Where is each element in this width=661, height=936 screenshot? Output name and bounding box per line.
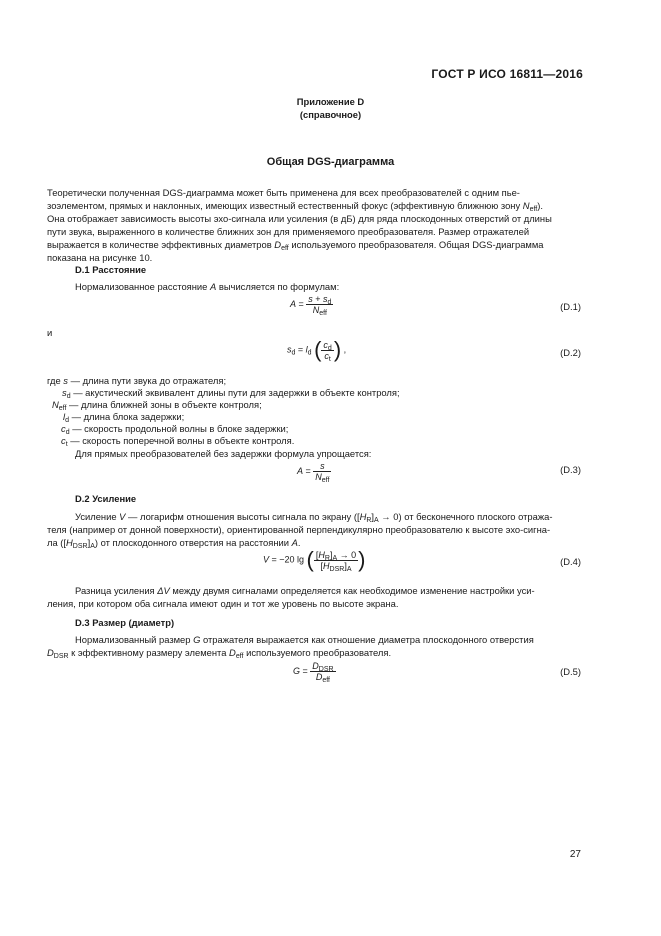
equation-number: (D.4) — [560, 556, 581, 567]
appendix-title: Приложение D — [296, 96, 365, 107]
section-heading-d1: D.1 Расстояние — [75, 264, 147, 275]
section-heading-d3: D.3 Размер (диаметр) — [75, 617, 175, 628]
main-title: Общая DGS-диаграмма — [266, 156, 395, 168]
equation-number: (D.3) — [560, 464, 581, 475]
intro-line: показана на рисунке 10. — [47, 252, 153, 264]
intro-line: выражается в количестве эффективных диаметров $D_{eff}$ используемого преобразователя. Общая DGS-диаграмма — [47, 239, 544, 253]
d2-paragraph: Усиление V — логарифм отношения высоты сигнала по экрану $([H_R]_A \to 0)$ от бесконечного плоского отража- теля (например от донной поверхности), ориентированной перпендикулярно преобразователю к высоте эхо-сигна- ла $([H_{DSR}]_A)$ от плоскодонного отверстия на расстоянии A. — [47, 511, 553, 551]
equation-d4: V = −20 lg ( $\frac{[H_R]_A \to 0}{[H_{DSR}]_A}$ ) — [263, 547, 366, 573]
intro-line: Теоретически полученная DGS-диаграмма может быть применена для всех преобразователей с одним пье- — [47, 187, 520, 198]
straight-probe-note: Для прямых преобразователей без задержки формула упрощается: — [75, 448, 372, 459]
intro-line: пути звука, выраженного в количестве ближних зон для применяемого преобразователя. Размер отражателей — [47, 226, 530, 238]
appendix-subtitle: (справочное) — [299, 109, 362, 120]
intro-line: зоэлементом, прямых и наклонных, имеющих известный естественный фокус (эффективную ближнюю зону $N_{eff}$). — [47, 200, 543, 214]
equation-d1: A = $\frac{s + s_d}{N_{eff}}$ — [290, 294, 332, 317]
equation-d5: G = $\frac{D_{DSR}}{D_{eff}}$ — [293, 661, 334, 684]
conjunction-and: и — [47, 327, 53, 338]
definition-row: $c_d$ — скорость продольной волны в блоке задержки; — [61, 423, 289, 436]
definition-row: $s_d$ — акустический эквивалент длины пути для задержки в объекте контроля; — [62, 387, 400, 400]
definition-row: $l_d$ — длина блока задержки; — [63, 411, 185, 424]
intro-paragraph — [47, 186, 583, 265]
equation-number: (D.2) — [560, 347, 581, 358]
d1-intro: Нормализованное расстояние A вычисляется по формулам: — [75, 281, 340, 292]
definition-row: $c_t$ — скорость поперечной волны в объекте контроля. — [61, 435, 295, 448]
intro-line: Она отображает зависимость высоты эхо-сигнала или усиления (в дБ) для ряда плоскодонных отверстий от длины — [47, 213, 552, 225]
page-number: 27 — [569, 849, 581, 860]
equation-d2: $s_d = l_d$ ( $\frac{c_d}{c_t}$ ) , — [287, 337, 347, 363]
equation-number: (D.1) — [560, 301, 581, 312]
gain-difference-paragraph: Разница усиления ΔV между двумя сигналами определяется как необходимое изменение настройки уси- ления, при котором оба сигнала имеют один и тот же уровень по высоте экрана. — [47, 585, 535, 610]
equation-number: (D.5) — [560, 666, 581, 677]
section-heading-d2: D.2 Усиление — [75, 493, 137, 504]
d3-paragraph: Нормализованный размер G отражателя выражается как отношение диаметра плоскодонного отверстия $D_{DSR}$ к эффективному размеру элемента $D_{eff}$ используемого преобразователя. — [47, 634, 534, 661]
definition-row: где s — длина пути звука до отражателя; — [47, 375, 227, 386]
equation-d3: A = $\frac{s}{N_{eff}}$ — [297, 461, 330, 484]
standard-designation: ГОСТ Р ИСО 16811—2016 — [431, 67, 583, 81]
definition-row: $N_{eff}$ — длина ближней зоны в объекте контроля; — [52, 399, 262, 412]
